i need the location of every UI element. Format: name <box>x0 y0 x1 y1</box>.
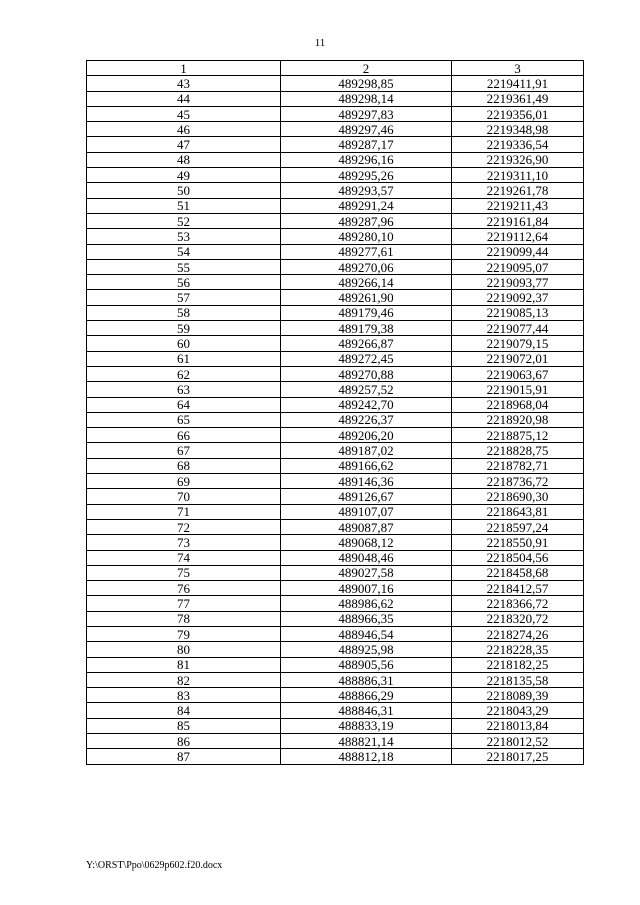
cell-y-coordinate: 2218828,75 <box>452 443 584 458</box>
cell-y-coordinate: 2219161,84 <box>452 213 584 228</box>
cell-x-coordinate: 489298,14 <box>281 91 452 106</box>
table-row <box>87 412 584 427</box>
cell-point-number: 81 <box>87 657 281 672</box>
page-number: 11 <box>314 37 326 49</box>
cell-y-coordinate: 2219099,44 <box>452 244 584 259</box>
cell-point-number: 82 <box>87 672 281 687</box>
table-body <box>87 76 584 764</box>
cell-y-coordinate: 2219063,67 <box>452 366 584 381</box>
cell-y-coordinate: 2218043,29 <box>452 703 584 718</box>
cell-x-coordinate: 489293,57 <box>281 183 452 198</box>
cell-y-coordinate: 2219095,07 <box>452 259 584 274</box>
table-row <box>87 321 584 336</box>
cell-x-coordinate: 489068,12 <box>281 535 452 550</box>
table-row <box>87 626 584 641</box>
table-row <box>87 718 584 733</box>
table-row <box>87 290 584 305</box>
cell-x-coordinate: 489206,20 <box>281 428 452 443</box>
cell-y-coordinate: 2218412,57 <box>452 581 584 596</box>
cell-y-coordinate: 2219093,77 <box>452 275 584 290</box>
table-row <box>87 91 584 106</box>
cell-point-number: 74 <box>87 550 281 565</box>
cell-x-coordinate: 488846,31 <box>281 703 452 718</box>
cell-y-coordinate: 2219112,64 <box>452 229 584 244</box>
cell-x-coordinate: 489270,06 <box>281 259 452 274</box>
cell-x-coordinate: 488905,56 <box>281 657 452 672</box>
cell-y-coordinate: 2218458,68 <box>452 565 584 580</box>
table-row <box>87 550 584 565</box>
cell-x-coordinate: 488946,54 <box>281 626 452 641</box>
cell-point-number: 71 <box>87 504 281 519</box>
cell-y-coordinate: 2218643,81 <box>452 504 584 519</box>
cell-y-coordinate: 2218013,84 <box>452 718 584 733</box>
table-row <box>87 703 584 718</box>
table-row <box>87 519 584 534</box>
cell-y-coordinate: 2218366,72 <box>452 596 584 611</box>
cell-point-number: 87 <box>87 749 281 764</box>
cell-x-coordinate: 488821,14 <box>281 734 452 749</box>
cell-point-number: 50 <box>87 183 281 198</box>
cell-y-coordinate: 2218550,91 <box>452 535 584 550</box>
cell-y-coordinate: 2219085,13 <box>452 305 584 320</box>
cell-x-coordinate: 488986,62 <box>281 596 452 611</box>
cell-y-coordinate: 2218228,35 <box>452 642 584 657</box>
cell-y-coordinate: 2219261,78 <box>452 183 584 198</box>
cell-point-number: 72 <box>87 519 281 534</box>
cell-y-coordinate: 2219356,01 <box>452 106 584 121</box>
cell-point-number: 55 <box>87 259 281 274</box>
table-row <box>87 168 584 183</box>
cell-y-coordinate: 2219411,91 <box>452 76 584 91</box>
cell-point-number: 73 <box>87 535 281 550</box>
table-row <box>87 259 584 274</box>
cell-point-number: 70 <box>87 489 281 504</box>
table-row <box>87 382 584 397</box>
cell-x-coordinate: 489287,96 <box>281 213 452 228</box>
cell-x-coordinate: 489297,83 <box>281 106 452 121</box>
table-row <box>87 106 584 121</box>
cell-x-coordinate: 489266,14 <box>281 275 452 290</box>
cell-point-number: 77 <box>87 596 281 611</box>
cell-x-coordinate: 489179,46 <box>281 305 452 320</box>
cell-x-coordinate: 489007,16 <box>281 581 452 596</box>
table-row <box>87 672 584 687</box>
table-row <box>87 244 584 259</box>
table-row <box>87 657 584 672</box>
cell-point-number: 63 <box>87 382 281 397</box>
cell-point-number: 80 <box>87 642 281 657</box>
cell-point-number: 52 <box>87 213 281 228</box>
cell-x-coordinate: 489295,26 <box>281 168 452 183</box>
cell-x-coordinate: 488866,29 <box>281 688 452 703</box>
cell-x-coordinate: 488925,98 <box>281 642 452 657</box>
table-row <box>87 229 584 244</box>
cell-x-coordinate: 488966,35 <box>281 611 452 626</box>
cell-x-coordinate: 489048,46 <box>281 550 452 565</box>
cell-x-coordinate: 489226,37 <box>281 412 452 427</box>
cell-x-coordinate: 489298,85 <box>281 76 452 91</box>
table-row <box>87 428 584 443</box>
table-row <box>87 397 584 412</box>
cell-point-number: 69 <box>87 474 281 489</box>
cell-x-coordinate: 489280,10 <box>281 229 452 244</box>
cell-point-number: 83 <box>87 688 281 703</box>
cell-point-number: 78 <box>87 611 281 626</box>
table-row <box>87 213 584 228</box>
cell-x-coordinate: 489242,70 <box>281 397 452 412</box>
cell-y-coordinate: 2218320,72 <box>452 611 584 626</box>
table-row <box>87 76 584 91</box>
cell-point-number: 61 <box>87 351 281 366</box>
cell-y-coordinate: 2218782,71 <box>452 458 584 473</box>
cell-point-number: 76 <box>87 581 281 596</box>
table-row <box>87 198 584 213</box>
table-row <box>87 581 584 596</box>
cell-y-coordinate: 2218736,72 <box>452 474 584 489</box>
cell-y-coordinate: 2219361,49 <box>452 91 584 106</box>
table-row <box>87 458 584 473</box>
cell-y-coordinate: 2218089,39 <box>452 688 584 703</box>
cell-y-coordinate: 2219072,01 <box>452 351 584 366</box>
cell-y-coordinate: 2219326,90 <box>452 152 584 167</box>
table-row <box>87 366 584 381</box>
cell-point-number: 84 <box>87 703 281 718</box>
cell-x-coordinate: 489261,90 <box>281 290 452 305</box>
cell-point-number: 49 <box>87 168 281 183</box>
table-row <box>87 596 584 611</box>
cell-y-coordinate: 2219079,15 <box>452 336 584 351</box>
cell-point-number: 64 <box>87 397 281 412</box>
table-row <box>87 336 584 351</box>
table-row <box>87 535 584 550</box>
table-row <box>87 122 584 137</box>
cell-point-number: 59 <box>87 321 281 336</box>
cell-y-coordinate: 2219077,44 <box>452 321 584 336</box>
table-row <box>87 275 584 290</box>
column-header-y: 3 <box>452 61 584 76</box>
cell-point-number: 67 <box>87 443 281 458</box>
table-row <box>87 642 584 657</box>
cell-x-coordinate: 489146,36 <box>281 474 452 489</box>
cell-x-coordinate: 489266,87 <box>281 336 452 351</box>
cell-point-number: 44 <box>87 91 281 106</box>
column-header-number: 1 <box>87 61 281 76</box>
cell-y-coordinate: 2219336,54 <box>452 137 584 152</box>
cell-x-coordinate: 489179,38 <box>281 321 452 336</box>
table-row <box>87 474 584 489</box>
cell-point-number: 47 <box>87 137 281 152</box>
cell-x-coordinate: 489296,16 <box>281 152 452 167</box>
cell-point-number: 48 <box>87 152 281 167</box>
cell-y-coordinate: 2218597,24 <box>452 519 584 534</box>
cell-point-number: 58 <box>87 305 281 320</box>
cell-x-coordinate: 489126,67 <box>281 489 452 504</box>
cell-point-number: 65 <box>87 412 281 427</box>
coordinates-table <box>86 60 584 765</box>
cell-x-coordinate: 489270,88 <box>281 366 452 381</box>
table-row <box>87 749 584 764</box>
cell-point-number: 51 <box>87 198 281 213</box>
cell-x-coordinate: 489277,61 <box>281 244 452 259</box>
cell-point-number: 85 <box>87 718 281 733</box>
cell-y-coordinate: 2218875,12 <box>452 428 584 443</box>
cell-x-coordinate: 489166,62 <box>281 458 452 473</box>
table-row <box>87 152 584 167</box>
footer-file-path: Y:\ORST\Ppo\0629p602.f20.docx <box>86 860 223 871</box>
cell-x-coordinate: 489107,07 <box>281 504 452 519</box>
table-row <box>87 611 584 626</box>
cell-x-coordinate: 489087,87 <box>281 519 452 534</box>
cell-y-coordinate: 2218920,98 <box>452 412 584 427</box>
cell-x-coordinate: 489187,02 <box>281 443 452 458</box>
cell-x-coordinate: 489272,45 <box>281 351 452 366</box>
table-row <box>87 504 584 519</box>
cell-x-coordinate: 488812,18 <box>281 749 452 764</box>
cell-point-number: 68 <box>87 458 281 473</box>
table-row <box>87 734 584 749</box>
cell-x-coordinate: 489291,24 <box>281 198 452 213</box>
cell-point-number: 66 <box>87 428 281 443</box>
cell-y-coordinate: 2218135,58 <box>452 672 584 687</box>
cell-x-coordinate: 488886,31 <box>281 672 452 687</box>
cell-point-number: 56 <box>87 275 281 290</box>
cell-y-coordinate: 2218690,30 <box>452 489 584 504</box>
cell-x-coordinate: 489027,58 <box>281 565 452 580</box>
table-row <box>87 489 584 504</box>
column-header-x: 2 <box>281 61 452 76</box>
cell-point-number: 43 <box>87 76 281 91</box>
cell-point-number: 86 <box>87 734 281 749</box>
cell-x-coordinate: 489257,52 <box>281 382 452 397</box>
cell-y-coordinate: 2218274,26 <box>452 626 584 641</box>
cell-x-coordinate: 489297,46 <box>281 122 452 137</box>
cell-y-coordinate: 2218968,04 <box>452 397 584 412</box>
cell-point-number: 79 <box>87 626 281 641</box>
table-row <box>87 688 584 703</box>
cell-y-coordinate: 2219015,91 <box>452 382 584 397</box>
cell-y-coordinate: 2218182,25 <box>452 657 584 672</box>
cell-point-number: 53 <box>87 229 281 244</box>
cell-point-number: 57 <box>87 290 281 305</box>
table-row <box>87 137 584 152</box>
cell-x-coordinate: 488833,19 <box>281 718 452 733</box>
cell-point-number: 54 <box>87 244 281 259</box>
cell-y-coordinate: 2219211,43 <box>452 198 584 213</box>
cell-x-coordinate: 489287,17 <box>281 137 452 152</box>
table-row <box>87 565 584 580</box>
table-row <box>87 305 584 320</box>
cell-y-coordinate: 2219092,37 <box>452 290 584 305</box>
table-header-row <box>87 61 584 76</box>
table-row <box>87 443 584 458</box>
cell-point-number: 75 <box>87 565 281 580</box>
table-row <box>87 183 584 198</box>
cell-y-coordinate: 2219311,10 <box>452 168 584 183</box>
cell-y-coordinate: 2218017,25 <box>452 749 584 764</box>
cell-y-coordinate: 2218504,56 <box>452 550 584 565</box>
cell-point-number: 46 <box>87 122 281 137</box>
cell-y-coordinate: 2218012,52 <box>452 734 584 749</box>
cell-point-number: 60 <box>87 336 281 351</box>
table-row <box>87 351 584 366</box>
cell-y-coordinate: 2219348,98 <box>452 122 584 137</box>
cell-point-number: 62 <box>87 366 281 381</box>
cell-point-number: 45 <box>87 106 281 121</box>
